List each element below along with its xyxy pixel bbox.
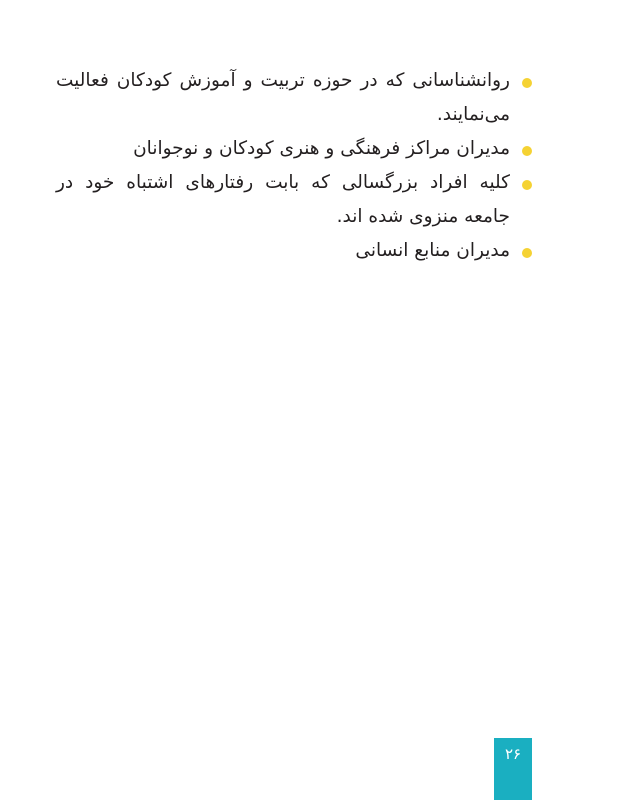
list-item-text: مدیران مراکز فرهنگی و هنری کودکان و نوجوانان (133, 138, 510, 159)
bullet-dot-icon (522, 180, 532, 190)
list-item-text: روانشناسانی که در حوزه تربیت و آموزش کودکان فعالیت می‌نمایند. (56, 70, 510, 125)
list-item (56, 132, 534, 166)
bullet-dot-icon (522, 248, 532, 258)
bullet-dot-icon (522, 146, 532, 156)
list-item-text: کلیه افراد بزرگسالی که بابت رفتارهای اشتباه خود در جامعه منزوی شده اند. (56, 172, 510, 227)
bullet-dot-icon (522, 78, 532, 88)
bullet-list (56, 64, 534, 268)
list-item (56, 234, 534, 268)
page-number-tab (494, 738, 532, 800)
list-item (56, 166, 534, 234)
list-item-text: مدیران منابع انسانی (355, 240, 510, 261)
list-item (56, 64, 534, 132)
page-number: ۲۶ (504, 745, 522, 763)
